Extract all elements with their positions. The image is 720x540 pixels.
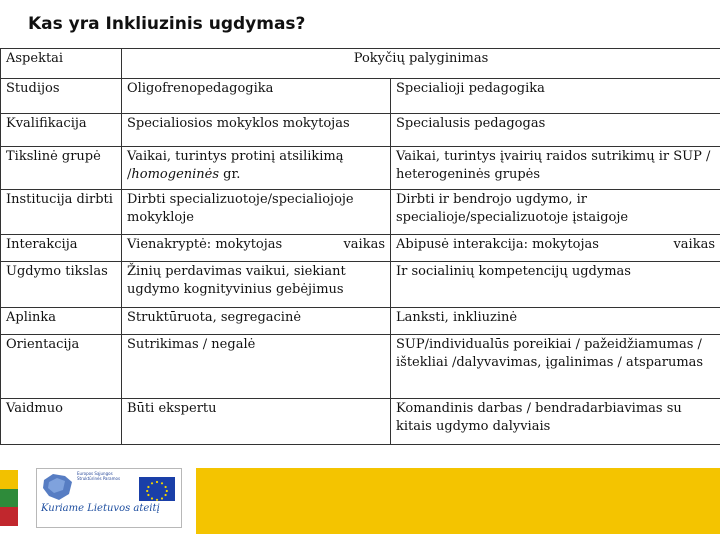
eu-funding-logo [36,468,182,528]
logo-small-text: Europos Sąjungos Struktūrinės Paramos [77,471,121,481]
old-cell: Žinių perdavimas vaikui, siekiant ugdymo kognityvinius gebėjimus [122,262,391,308]
new-cell: Komandinis darbas / bendradarbiavimas su kitais ugdymo dalyviais [391,399,720,445]
old-cell: Specialiosios mokyklos mokytojas [122,114,391,147]
footer-yellow-band [196,468,720,534]
table-row [1,262,720,308]
new-cell: Lanksti, inkliuzinė [391,308,720,335]
old-cell-italic: homogeninės [131,167,220,182]
old-cell: Dirbti specializuotoje/specialiojoje mokykloje [122,190,391,235]
old-column-title: Oligofrenopedagogika [122,79,391,114]
new-cell-left: Abipusė interakcija: mokytojas [396,237,599,252]
lithuanian-flag-icon [0,470,18,526]
row-label: Institucija dirbti [1,190,122,235]
row-label: Interakcija [1,235,122,262]
old-cell: Struktūruota, segregacinė [122,308,391,335]
header-comparison: Pokyčių palyginimas [122,49,720,79]
header-aspect: Aspektai [1,49,122,79]
new-cell: Dirbti ir bendrojo ugdymo, ir specialioje/specializuotoje įstaigoje [391,190,720,235]
old-cell-left: Vienakryptė: mokytojas [127,237,283,252]
old-cell [122,235,391,262]
old-cell: Sutrikimas / negalė [122,335,391,399]
new-cell: Specialusis pedagogas [391,114,720,147]
page-title: Kas yra Inkliuzinis ugdymas? [28,14,306,34]
old-cell-right: vaikas [343,237,385,252]
old-cell: Būti ekspertu [122,399,391,445]
new-cell [391,235,720,262]
new-column-title: Specialioji pedagogika [391,79,720,114]
table-header-row [1,49,720,79]
eu-flag-icon [139,477,175,501]
row-label: Vaidmuo [1,399,122,445]
logo-slogan: Kuriame Lietuvos ateitį [41,503,160,514]
row-label: Tikslinė grupė [1,147,122,190]
row-label: Orientacija [1,335,122,399]
old-cell [122,147,391,190]
table-row [1,114,720,147]
row-label: Studijos [1,79,122,114]
row-label: Kvalifikacija [1,114,122,147]
table-row [1,308,720,335]
table-row [1,190,720,235]
lithuania-map-icon [41,472,75,502]
new-cell: Vaikai, turintys įvairių raidos sutrikimų ir SUP / heterogeninės grupės [391,147,720,190]
table-row [1,147,720,190]
table-subheader-row [1,79,720,114]
new-cell: SUP/individualūs poreikiai / pažeidžiamumas / ištekliai /dalyvavimas, įgalinimas / atsparumas [391,335,720,399]
old-cell-text: Vaikai, turintys protinį atsilikimą / [127,149,344,182]
old-cell-text-end: gr. [219,167,241,182]
table-row [1,235,720,262]
row-label: Aplinka [1,308,122,335]
comparison-table [0,48,720,445]
table-row [1,399,720,445]
row-label: Ugdymo tikslas [1,262,122,308]
new-cell-right: vaikas [673,237,716,252]
new-cell: Ir socialinių kompetencijų ugdymas [391,262,720,308]
table-row [1,335,720,399]
